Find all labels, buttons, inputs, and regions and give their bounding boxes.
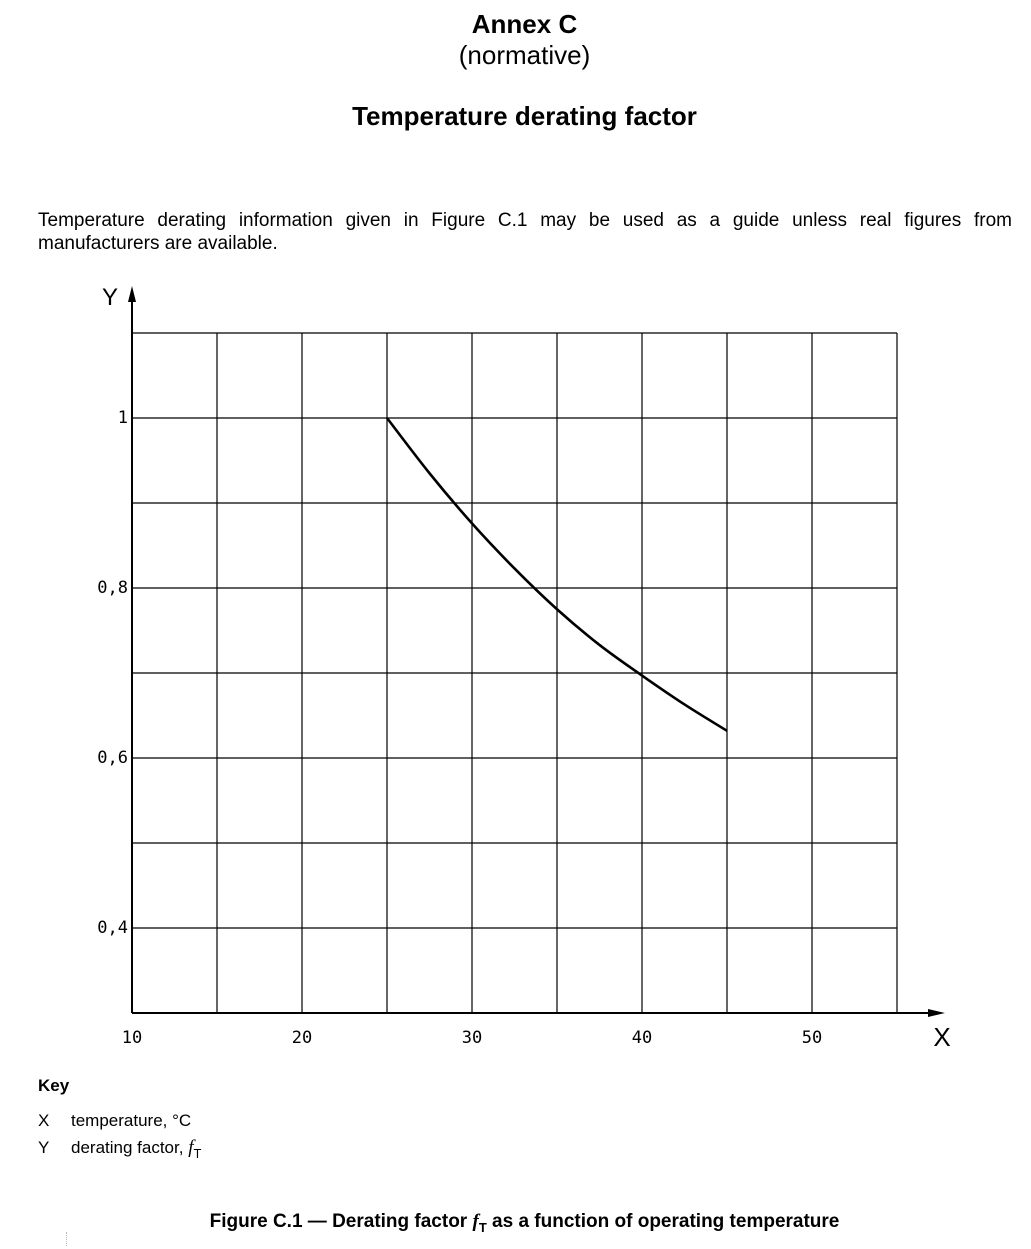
x-tick-label: 40 — [631, 1028, 653, 1048]
y-axis-arrow — [128, 286, 136, 302]
chart-axes — [102, 284, 951, 1052]
y-tick-label: 0,6 — [97, 748, 128, 768]
x-tick-label: 30 — [461, 1028, 483, 1048]
annex-title: Annex C — [471, 9, 578, 39]
key-item-x — [38, 1107, 201, 1134]
chart-grid — [132, 333, 897, 1013]
caption-prefix: Figure C.1 — Derating factor — [209, 1211, 473, 1232]
x-axis-label: X — [933, 1022, 951, 1052]
caption-suffix: as a function of operating temperature — [486, 1211, 840, 1232]
caption-ft-symbol: $f_T$ — [472, 1211, 487, 1235]
y-tick-label: 0,4 — [97, 918, 128, 938]
y-tick-label: 1 — [117, 408, 128, 428]
x-axis-arrow — [928, 1009, 945, 1017]
key-item-y — [38, 1134, 201, 1161]
x-tick-label: 50 — [801, 1028, 823, 1048]
intro-paragraph: Temperature derating information given in Figure C.1 may be used as a guide unless real figures from manufacturers are available. — [38, 210, 1012, 254]
key-ft-symbol: $f_T$ — [188, 1137, 202, 1161]
x-tick-label: 20 — [291, 1028, 313, 1048]
page-mark — [66, 1232, 69, 1246]
annex-normative-label: (normative) — [458, 40, 591, 70]
figure-caption — [0, 1211, 1031, 1235]
key-text-y: derating factor, — [71, 1138, 189, 1157]
chart-tick-labels — [97, 408, 822, 1048]
key-title: Key — [38, 1076, 70, 1095]
x-tick-label: 10 — [121, 1028, 143, 1048]
section-title: Temperature derating factor — [352, 101, 697, 131]
y-tick-label: 0,8 — [97, 578, 128, 598]
key-text-x: temperature, °C — [71, 1111, 192, 1130]
key-section — [38, 1076, 201, 1161]
y-axis-label: Y — [101, 284, 119, 311]
derating-chart — [0, 270, 1000, 1060]
key-symbol-x: X — [38, 1111, 50, 1130]
key-symbol-y: Y — [38, 1138, 50, 1157]
